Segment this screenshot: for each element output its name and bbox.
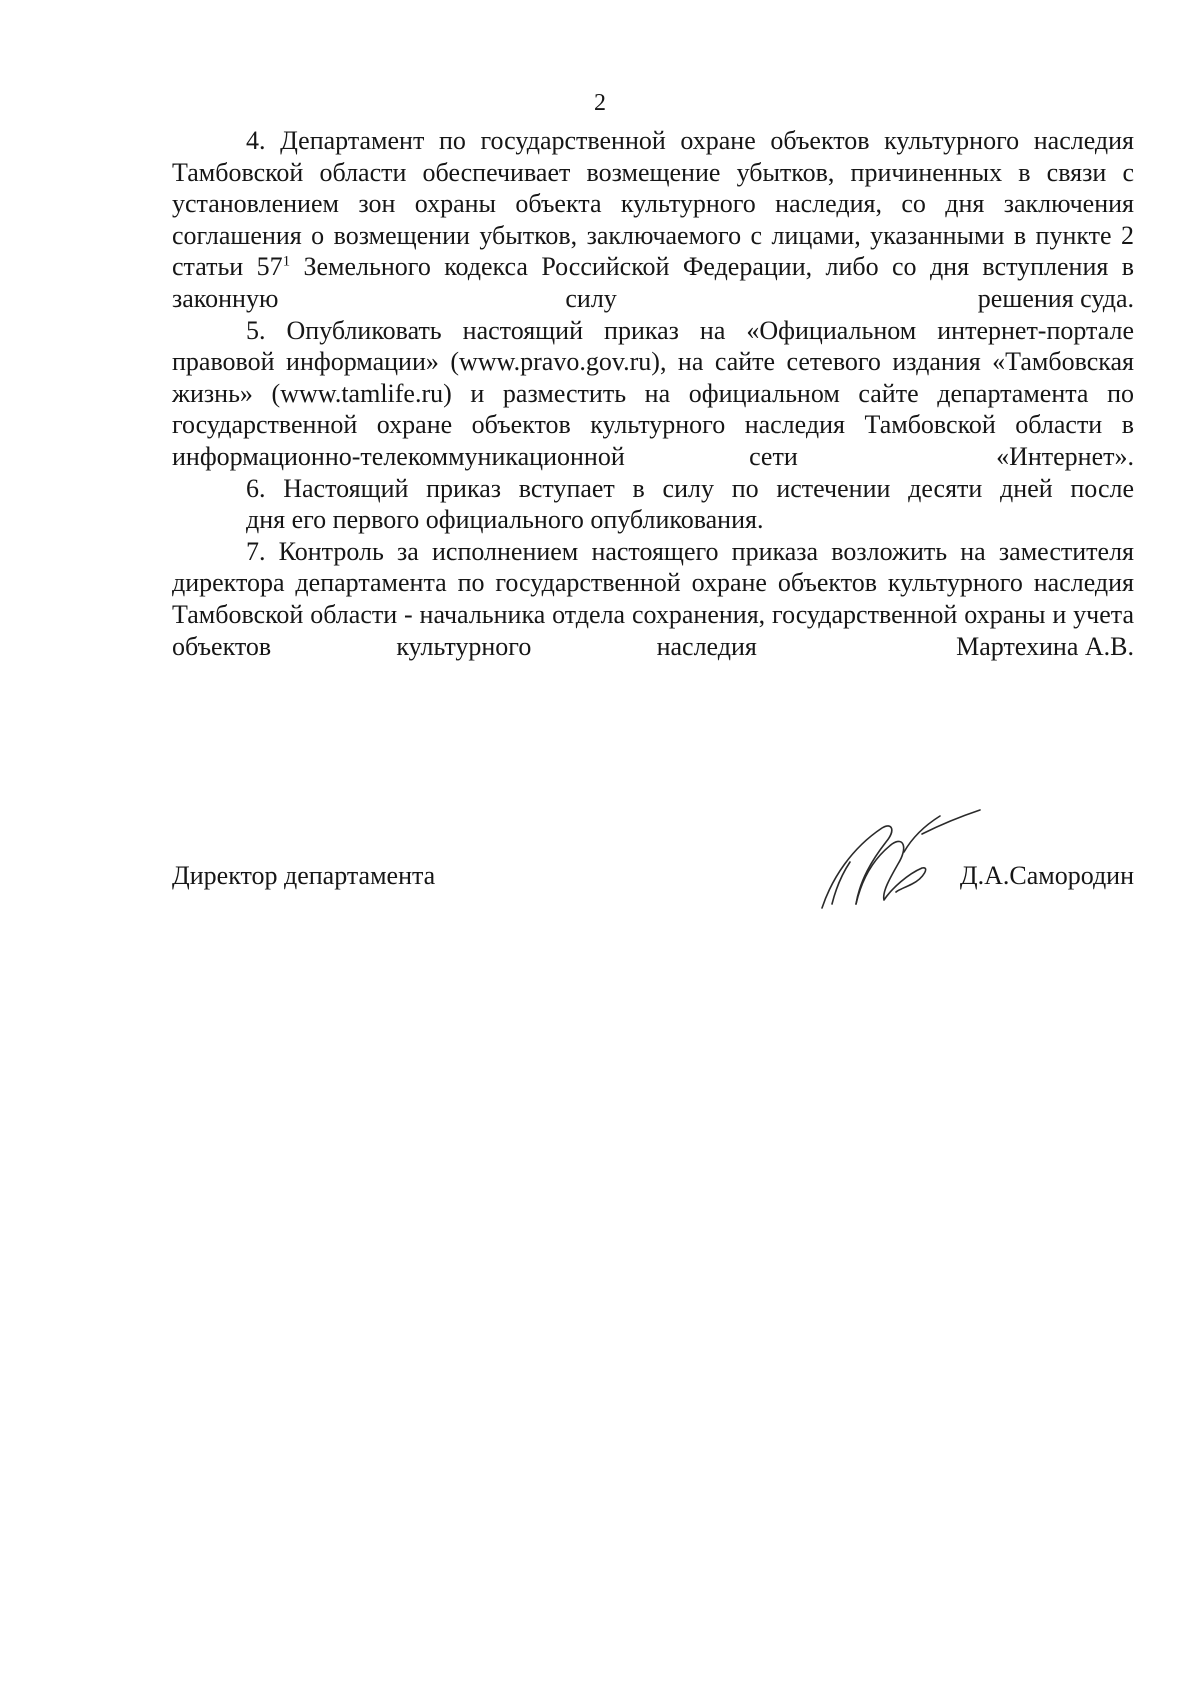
handwritten-signature-icon bbox=[812, 808, 982, 918]
line: заключаемого с лицами, указанными в пункте 2 статьи 57 bbox=[172, 220, 1134, 282]
paragraph-4 bbox=[172, 125, 1134, 315]
line: государственной охраны и учета объектов культурного наследия bbox=[172, 599, 1135, 661]
line: департамента по государственной охране объектов культурного наследия bbox=[172, 378, 1135, 440]
signer-title: Директор департамента bbox=[172, 861, 436, 890]
line: культурного наследия Тамбовской области - начальника отдела сохранения, bbox=[172, 568, 1134, 629]
superscript: 1 bbox=[282, 253, 291, 270]
line: правовой информации» (www.pravo.gov.ru), на сайте сетевого издания bbox=[172, 347, 981, 377]
line: наследия Тамбовской области обеспечивает возмещение убытков, bbox=[172, 126, 1135, 187]
line: Мартехина А.В. bbox=[956, 631, 1134, 661]
line: наследия, со дня заключения соглашения о возмещении убытков, bbox=[172, 189, 1134, 250]
line: дня его первого официального опубликования. bbox=[246, 505, 764, 535]
line: решения суда. bbox=[977, 283, 1134, 313]
page-number: 2 bbox=[594, 90, 606, 116]
line: Тамбовской области в информационно-телекоммуникационной сети bbox=[172, 410, 1134, 471]
line: «Тамбовская жизнь» (www.tamlife.ru) и разместить на официальном сайте bbox=[172, 347, 1134, 408]
line: 4. Департамент по государственной охране объектов культурного bbox=[246, 126, 1020, 155]
signature-block bbox=[172, 860, 1134, 910]
line: заместителя директора департамента по государственной охране объектов bbox=[172, 536, 1135, 598]
line: «Интернет». bbox=[996, 441, 1135, 471]
line: Земельного bbox=[290, 252, 431, 282]
line: 6. Настоящий приказ вступает в силу по истечении десяти дней после bbox=[246, 473, 1134, 503]
line: 5. Опубликовать настоящий приказ на «Официальном интернет-портале bbox=[246, 315, 1134, 345]
line: причиненных в связи с установлением зон охраны объекта культурного bbox=[172, 157, 1134, 219]
paragraph-5 bbox=[172, 315, 1134, 473]
signer-name: Д.А.Самородин bbox=[959, 861, 1134, 890]
line: 7. Контроль за исполнением настоящего приказа возложить на bbox=[246, 536, 986, 566]
line: кодекса Российской Федерации, либо со дня вступления в законную силу bbox=[172, 252, 1134, 313]
paragraph-7 bbox=[172, 536, 1134, 662]
document-body bbox=[172, 125, 1134, 662]
paragraph-6 bbox=[172, 473, 1134, 536]
